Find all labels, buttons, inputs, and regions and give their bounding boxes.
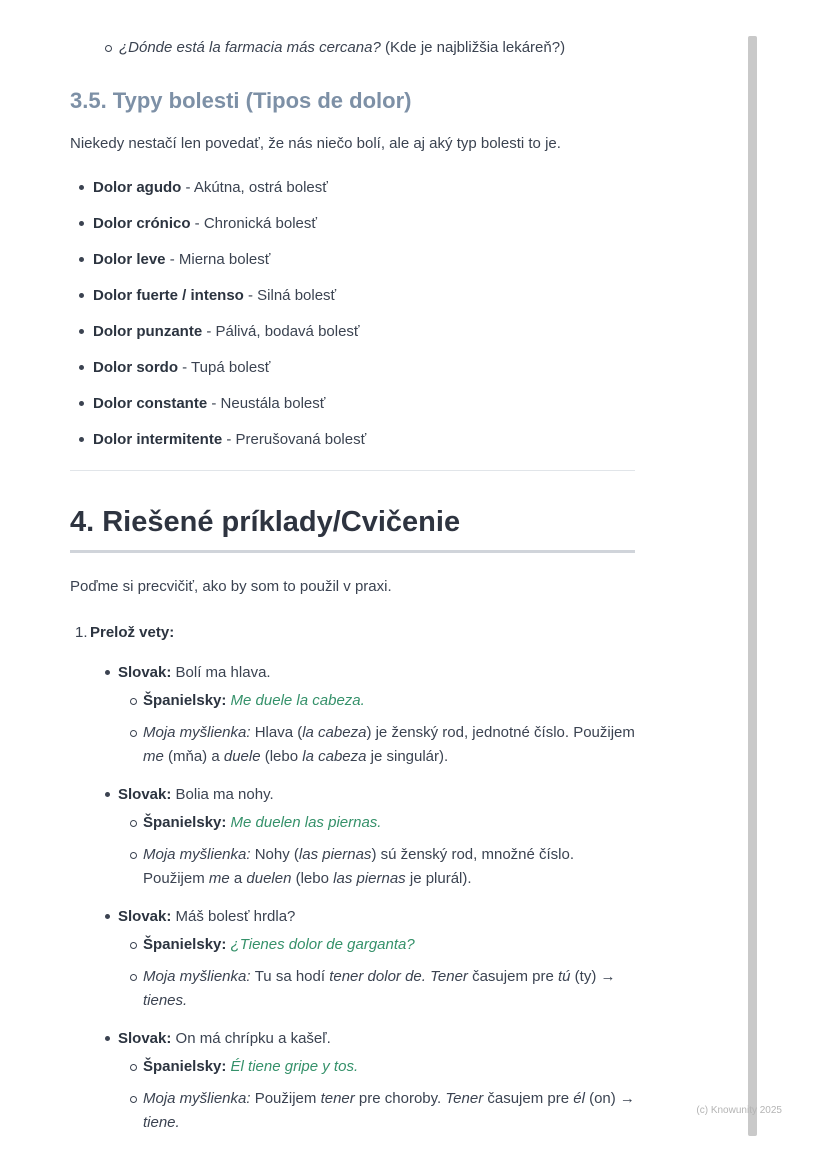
spanish-line — [129, 1055, 635, 1079]
pain-definition: - Mierna bolesť — [165, 251, 271, 268]
spanish-label: Španielsky: — [143, 692, 227, 709]
slovak-line — [104, 905, 635, 929]
pain-definition: - Neustála bolesť — [207, 395, 326, 412]
spanish-line — [129, 811, 635, 835]
pain-term: Dolor punzante — [93, 323, 203, 340]
slovak-text: On má chrípku a kašeľ. — [171, 1030, 331, 1047]
pain-definition: - Pálivá, bodavá bolesť — [202, 323, 360, 340]
example-sublist — [129, 811, 635, 891]
pain-definition: - Prerušovaná bolesť — [222, 431, 367, 448]
note-line: Moja myšlienka: Hlava (la cabeza) je ženský rod, jednotné číslo. Použijem me (mňa) a duele (lebo la cabeza je singulár). — [129, 721, 635, 769]
example-sublist — [129, 1055, 635, 1135]
pain-definition: - Silná bolesť — [243, 287, 337, 304]
example-block — [104, 783, 635, 891]
exercise-number: 1. — [75, 624, 88, 641]
document-content — [70, 36, 635, 1149]
pain-term: Dolor intermitente — [93, 431, 223, 448]
spanish-line — [129, 933, 635, 957]
slovak-label: Slovak: — [118, 908, 172, 925]
pain-term: Dolor leve — [93, 251, 166, 268]
scrollbar[interactable] — [748, 36, 757, 1136]
example-sublist — [129, 689, 635, 769]
pain-type-item — [78, 356, 635, 380]
pain-types-list — [78, 176, 635, 452]
note-line: Moja myšlienka: Nohy (las piernas) sú ženský rod, množné číslo. Použijem me a duelen (lebo las piernas je plurál). — [129, 843, 635, 891]
pain-type-item — [78, 212, 635, 236]
spanish-text: Él tiene gripe y tos. — [226, 1058, 359, 1075]
copyright: (c) Knowunity 2025 — [696, 1105, 782, 1116]
spanish-text: Me duelen las piernas. — [226, 814, 382, 831]
pharmacy-question-item: ¿Dónde está la farmacia más cercana? (Kde je najbližšia lekáreň?) — [104, 36, 635, 60]
pain-term: Dolor constante — [93, 395, 208, 412]
spanish-text: Me duele la cabeza. — [226, 692, 365, 709]
pain-term: Dolor agudo — [93, 179, 182, 196]
note-line: Moja myšlienka: Tu sa hodí tener dolor de. Tener časujem pre tú (ty) → tienes. — [129, 965, 635, 1013]
slovak-line — [104, 661, 635, 685]
example-block — [104, 1027, 635, 1135]
pain-type-item — [78, 248, 635, 272]
exercise-label: Prelož vety: — [90, 624, 175, 641]
spanish-text: ¿Tienes dolor de garganta? — [226, 936, 415, 953]
pain-definition: - Chronická bolesť — [190, 215, 318, 232]
section-divider — [70, 470, 635, 471]
pain-definition: - Akútna, ostrá bolesť — [181, 179, 328, 196]
section-4-intro: Poďme si precvičiť, ako by som to použil v praxi. — [70, 578, 392, 595]
slovak-text: Bolí ma hlava. — [171, 664, 271, 681]
slovak-text: Máš bolesť hrdla? — [171, 908, 296, 925]
pain-type-item — [78, 284, 635, 308]
slovak-text: Bolia ma nohy. — [171, 786, 274, 803]
pain-term: Dolor fuerte / intenso — [93, 287, 244, 304]
pain-type-item — [78, 176, 635, 200]
pain-type-item — [78, 392, 635, 416]
spanish-label: Španielsky: — [143, 814, 227, 831]
pain-term: Dolor sordo — [93, 359, 178, 376]
spanish-label: Španielsky: — [143, 936, 227, 953]
slovak-line — [104, 783, 635, 807]
examples-list — [104, 661, 635, 1135]
section-35-intro: Niekedy nestačí len povedať, že nás niečo bolí, ale aj aký typ bolesti to je. — [70, 135, 561, 152]
example-block — [104, 661, 635, 769]
pain-type-item — [78, 428, 635, 452]
slovak-label: Slovak: — [118, 786, 172, 803]
spanish-label: Španielsky: — [143, 1058, 227, 1075]
exercise-item — [75, 621, 635, 645]
spanish-line — [129, 689, 635, 713]
pain-definition: - Tupá bolesť — [178, 359, 271, 376]
slovak-label: Slovak: — [118, 1030, 172, 1047]
pharmacy-question-list — [104, 36, 635, 60]
note-line: Moja myšlienka: Použijem tener pre choroby. Tener časujem pre él (on) → tiene. — [129, 1087, 635, 1135]
section-35-heading: 3.5. Typy bolesti (Tipos de dolor) — [70, 88, 412, 113]
section-4-heading: 4. Riešené príklady/Cvičenie — [70, 503, 635, 553]
pain-type-item — [78, 320, 635, 344]
pain-term: Dolor crónico — [93, 215, 191, 232]
slovak-label: Slovak: — [118, 664, 172, 681]
slovak-line — [104, 1027, 635, 1051]
example-block — [104, 905, 635, 1013]
example-sublist — [129, 933, 635, 1013]
